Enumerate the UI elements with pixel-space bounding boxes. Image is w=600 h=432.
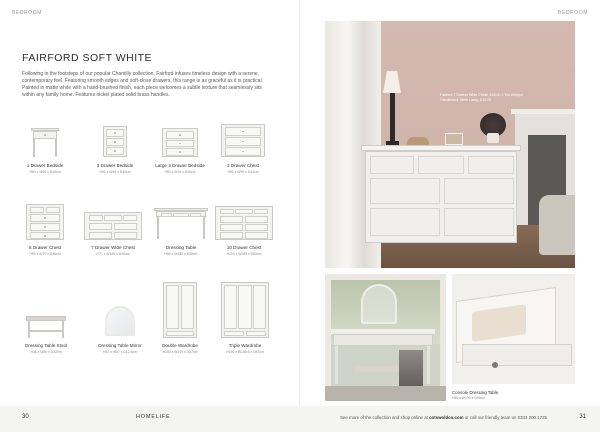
product-image xyxy=(215,204,273,242)
product-name: Double Wardrobe xyxy=(162,343,198,348)
section-label-right: BEDROOM xyxy=(557,10,588,16)
product-name: Dressing Table Stool xyxy=(24,343,68,348)
product-dims: H48 x W80 x D32cm xyxy=(30,349,62,354)
footer-promo xyxy=(340,415,547,420)
intro-paragraph: Following in the footsteps of our popular Chantilly collection, Fairford infuses timeless design with a serene, contemporary feel. Featuring smooth edges and soft-close drawers, this range is as graceful as it is practical. Painted in matte white with a hand-brushed finish, each piece welcomes a subtle texture that seamlessly sits within any family home. Features nickel plated solid brass handles. xyxy=(22,71,263,98)
product-3-drawer-bedside[interactable] xyxy=(84,124,146,174)
photo-caption-main: Fairford 7 Drawer Wide Chest, £45.00 2 Tile Antique Candlestick Table Lamp, £19.00 xyxy=(440,93,524,102)
product-dims: H60 x W76 x D40cm xyxy=(164,169,196,174)
lifestyle-photo-drawer-detail xyxy=(452,274,575,384)
product-name: 5 Drawer Chest xyxy=(29,245,61,250)
product-dims: H99 x W70 x D46cm xyxy=(29,251,61,256)
product-image xyxy=(26,204,64,242)
product-image xyxy=(103,282,137,340)
product-dressing-table-stool[interactable] xyxy=(15,282,77,354)
product-dims: H60 x W50 x D45cm xyxy=(29,169,61,174)
product-image xyxy=(163,282,197,340)
product-dims: H60 x W45 x D40cm xyxy=(99,169,131,174)
product-name: 1 Drawer Bedside xyxy=(26,163,64,168)
page-number-right: 31 xyxy=(579,414,586,420)
product-7-drawer-wide-chest[interactable] xyxy=(82,204,144,256)
page-number-left: 30 xyxy=(22,414,29,420)
product-dims: H104 x W169 x D50cm xyxy=(226,251,262,256)
product-5-drawer-chest[interactable] xyxy=(14,204,76,256)
product-10-drawer-chest[interactable] xyxy=(213,204,275,256)
product-name: 3 Drawer Chest xyxy=(227,163,259,168)
product-name: 7 Drawer Wide Chest xyxy=(91,245,135,250)
product-name: Dressing Table Mirror xyxy=(98,343,142,348)
product-dims: H190 x W109 x D57cm xyxy=(162,349,198,354)
lifestyle-photo-bedroom xyxy=(325,21,575,268)
product-dims: H80 x W90 x D42cm xyxy=(227,169,259,174)
product-name: Triple Wardrobe xyxy=(228,343,262,348)
section-label-left: BEDROOM xyxy=(12,10,43,16)
product-name: 3 Drawer Bedside xyxy=(96,163,134,168)
right-page xyxy=(300,0,600,432)
product-image xyxy=(162,124,198,160)
product-image xyxy=(84,204,142,242)
lifestyle-photo-dressing-table xyxy=(325,274,446,401)
product-name: Dressing Table xyxy=(165,245,197,250)
photo-caption-console-dims: H80 x W130 x D46cm xyxy=(452,396,485,400)
product-name: 10 Drawer Chest xyxy=(226,245,262,250)
product-dressing-table[interactable] xyxy=(150,204,212,256)
product-1-drawer-bedside[interactable] xyxy=(14,124,76,174)
product-name: Large 3 Drawer Bedside xyxy=(155,163,205,168)
product-image xyxy=(26,282,66,340)
promo-text: See more of the collection and shop online at xyxy=(340,415,430,420)
product-3-drawer-chest[interactable] xyxy=(212,124,274,174)
page-title: FAIRFORD SOFT WHITE xyxy=(22,52,153,64)
product-dims: H57 x W57 x D12.5cm xyxy=(103,349,137,354)
product-image xyxy=(221,282,269,340)
product-dims: H77 x W140 x D46cm xyxy=(96,251,130,256)
product-dims: H190 x W156.5 x D57cm xyxy=(226,349,264,354)
photo-caption-console-title: Console Dressing Table xyxy=(452,390,499,395)
product-image xyxy=(31,124,59,160)
product-triple-wardrobe[interactable] xyxy=(214,282,276,354)
product-image xyxy=(103,124,127,160)
product-double-wardrobe[interactable] xyxy=(149,282,211,354)
product-dims: H80 x W130 x D46cm xyxy=(164,251,198,256)
promo-link[interactable]: cotswoldco.com xyxy=(429,415,464,420)
promo-tail: or call our friendly team on 0333 200 1725 xyxy=(463,415,547,420)
product-dressing-table-mirror[interactable] xyxy=(89,282,151,354)
product-large-3-drawer-bedside[interactable] xyxy=(149,124,211,174)
product-image xyxy=(221,124,265,160)
product-image xyxy=(154,204,208,242)
footer-brand: HOMELIFE xyxy=(136,414,171,420)
